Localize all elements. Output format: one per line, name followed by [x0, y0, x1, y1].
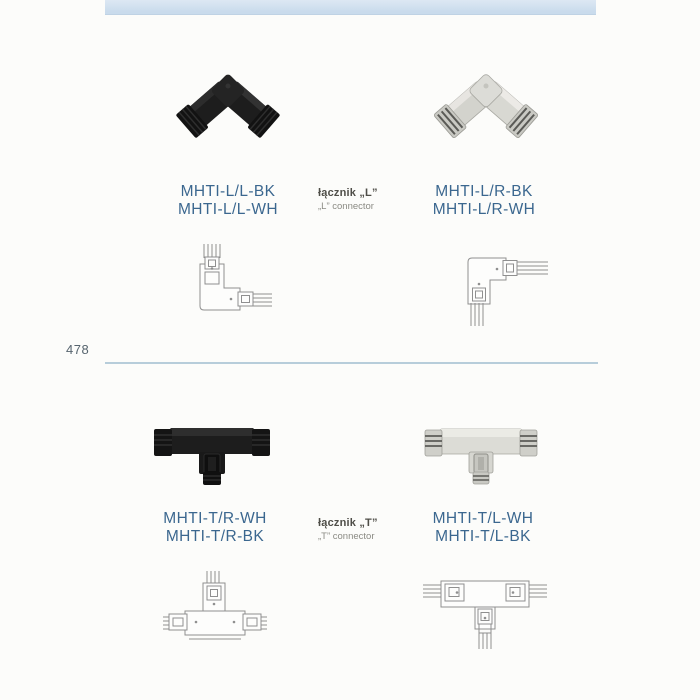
- product-photo-t-connector-black: [150, 414, 274, 490]
- product-photo-l-connector-black: [166, 72, 290, 148]
- product-code: MHTI-T/R-WH: [163, 510, 267, 527]
- product-description-l: [318, 187, 378, 212]
- header-bar: [105, 0, 596, 15]
- l-left-schematic: [176, 244, 272, 324]
- t-connector-white-image: [422, 416, 540, 488]
- product-code: MHTI-L/R-BK: [435, 183, 533, 200]
- product-codes-l-right: [414, 183, 554, 219]
- product-description-t: [318, 517, 378, 542]
- product-photo-l-connector-white: [424, 72, 548, 148]
- technical-drawing-t-right: [423, 573, 547, 649]
- label-polish: łącznik „T”: [318, 517, 378, 529]
- t-left-schematic: [163, 571, 267, 645]
- product-code: MHTI-T/L-BK: [435, 528, 531, 545]
- product-photo-t-connector-white: [422, 416, 540, 488]
- page-number: 478: [66, 342, 90, 357]
- l-connector-white-image: [424, 72, 548, 148]
- product-code: MHTI-L/L-BK: [180, 183, 276, 200]
- t-connector-black-image: [150, 414, 274, 490]
- l-connector-black-image: [166, 72, 290, 148]
- product-codes-t-left: [145, 510, 285, 546]
- label-english: „L” connector: [318, 201, 374, 212]
- t-right-schematic: [423, 573, 547, 649]
- section-divider: [105, 362, 598, 364]
- l-right-schematic: [448, 246, 548, 326]
- product-codes-t-right: [413, 510, 553, 546]
- product-code: MHTI-T/L-WH: [432, 510, 534, 527]
- product-codes-l-left: [158, 183, 298, 219]
- label-polish: łącznik „L”: [318, 187, 378, 199]
- label-english: „T” connector: [318, 531, 375, 542]
- technical-drawing-l-right: [448, 246, 548, 326]
- product-code: MHTI-L/L-WH: [178, 201, 278, 218]
- product-code: MHTI-T/R-BK: [165, 528, 265, 545]
- technical-drawing-l-left: [176, 244, 272, 324]
- product-code: MHTI-L/R-WH: [432, 201, 536, 218]
- technical-drawing-t-left: [163, 571, 267, 645]
